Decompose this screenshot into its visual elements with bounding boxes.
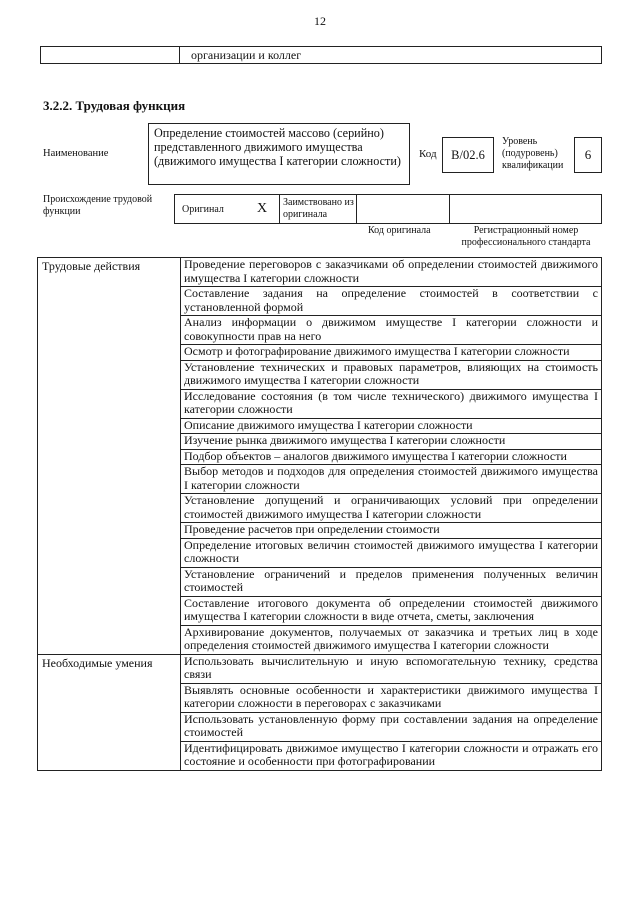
original-mark: X — [257, 201, 268, 216]
category-cell: Необходимые умения — [38, 654, 181, 770]
origin-row — [174, 194, 602, 224]
item-cell — [181, 538, 602, 567]
item-cell — [181, 596, 602, 625]
item-cell — [181, 625, 602, 654]
item-cell — [181, 712, 602, 741]
continuation-left-cell — [41, 47, 180, 63]
original-label: Оригинал — [182, 204, 224, 215]
item-text: Выбор методов и подходов для определения стоимостей движимого имущества I категории сложности — [184, 464, 598, 492]
original-code-caption: Код оригинала — [368, 225, 431, 236]
item-text: Определение итоговых величин стоимостей движимого имущества I категории сложности — [184, 537, 598, 565]
item-cell — [181, 345, 602, 361]
item-text: Проведение переговоров с заказчиками об определении стоимостей движимого имущества I категории сложности — [184, 257, 598, 285]
table-row — [38, 258, 602, 287]
item-cell — [181, 287, 602, 316]
item-text: Идентифицировать движимое имущество I категории сложности и отражать его состояние и особенности при фотографировании — [184, 740, 598, 768]
item-text: Использовать установленную форму при составлении задания на определение стоимостей — [184, 711, 598, 739]
item-cell — [181, 389, 602, 418]
table-row — [38, 654, 602, 683]
item-text: Установление допущений и ограничивающих условий при определении стоимостей движимого имущества I категории сложности — [184, 493, 598, 521]
code-label: Код — [419, 148, 437, 160]
function-name-value: Определение стоимостей массово (серийно) представленного движимого имущества (движимого имущества I категории сложности) — [148, 123, 410, 185]
item-text: Анализ информации о движимом имуществе I категории сложности и совокупности прав на него — [184, 315, 598, 343]
item-text: Изучение рынка движимого имущества I категории сложности — [184, 433, 506, 447]
item-cell — [181, 654, 602, 683]
reg-number-cell — [449, 195, 601, 223]
item-text: Описание движимого имущества I категории сложности — [184, 417, 473, 432]
category-cell: Трудовые действия — [38, 258, 181, 655]
origin-label: Происхождение трудовой функции — [43, 194, 153, 217]
original-cell — [175, 195, 280, 223]
borrowed-label: Заимствовано из оригинала — [283, 197, 354, 220]
original-code-cell — [356, 195, 450, 223]
item-text: Установление ограничений и пределов применения полученных величин стоимостей — [184, 566, 598, 594]
item-text: Составление итогового документа об определении стоимостей движимого имущества I категории сложности в виде отчета, сметы, заключения — [184, 595, 598, 623]
item-text: Составление задания на определение стоимостей в соответствии с установленной формой — [184, 286, 598, 314]
item-cell — [181, 494, 602, 523]
item-text: Осмотр и фотографирование движимого имущества I категории сложности — [184, 344, 570, 358]
function-code-value: B/02.6 — [442, 137, 494, 173]
item-cell — [181, 465, 602, 494]
function-details-table — [37, 257, 602, 771]
level-value: 6 — [574, 137, 602, 173]
item-cell — [181, 360, 602, 389]
item-text: Установление технических и правовых параметров, влияющих на стоимость движимого имущества I категории сложности — [184, 359, 598, 387]
item-text: Архивирование документов, получаемых от заказчика и третьих лиц в ходе определения стоимостей движимого имущества I категории сложности — [184, 624, 598, 652]
item-cell — [181, 434, 602, 450]
item-text: Проведение расчетов при определении стоимости — [184, 522, 440, 536]
item-text: Выявлять основные особенности и характеристики движимого имущества I категории сложности в переговорах с заказчиками — [184, 682, 598, 710]
section-title: 3.2.2. Трудовая функция — [43, 98, 186, 113]
name-label: Наименование — [43, 148, 109, 159]
item-text: Исследование состояния (в том числе технического) движимого имущества I категории сложности — [184, 388, 598, 416]
item-cell — [181, 741, 602, 770]
item-cell — [181, 523, 602, 539]
item-cell — [181, 567, 602, 596]
level-label: Уровень (подуровень) квалификации — [502, 136, 564, 171]
item-cell — [181, 449, 602, 465]
item-cell — [181, 418, 602, 434]
continuation-text: организации и коллег — [191, 48, 302, 62]
page-number: 12 — [314, 14, 326, 28]
continuation-row — [40, 46, 602, 64]
reg-number-caption: Регистрационный номер профессионального стандарта — [461, 225, 591, 248]
borrowed-cell — [279, 195, 357, 223]
item-text: Использовать вычислительную и иную вспомогательную технику, средства связи — [184, 653, 598, 681]
item-cell — [181, 683, 602, 712]
item-text: Подбор объектов – аналогов движимого имущества I категории сложности — [184, 448, 567, 463]
item-cell — [181, 316, 602, 345]
item-cell — [181, 258, 602, 287]
